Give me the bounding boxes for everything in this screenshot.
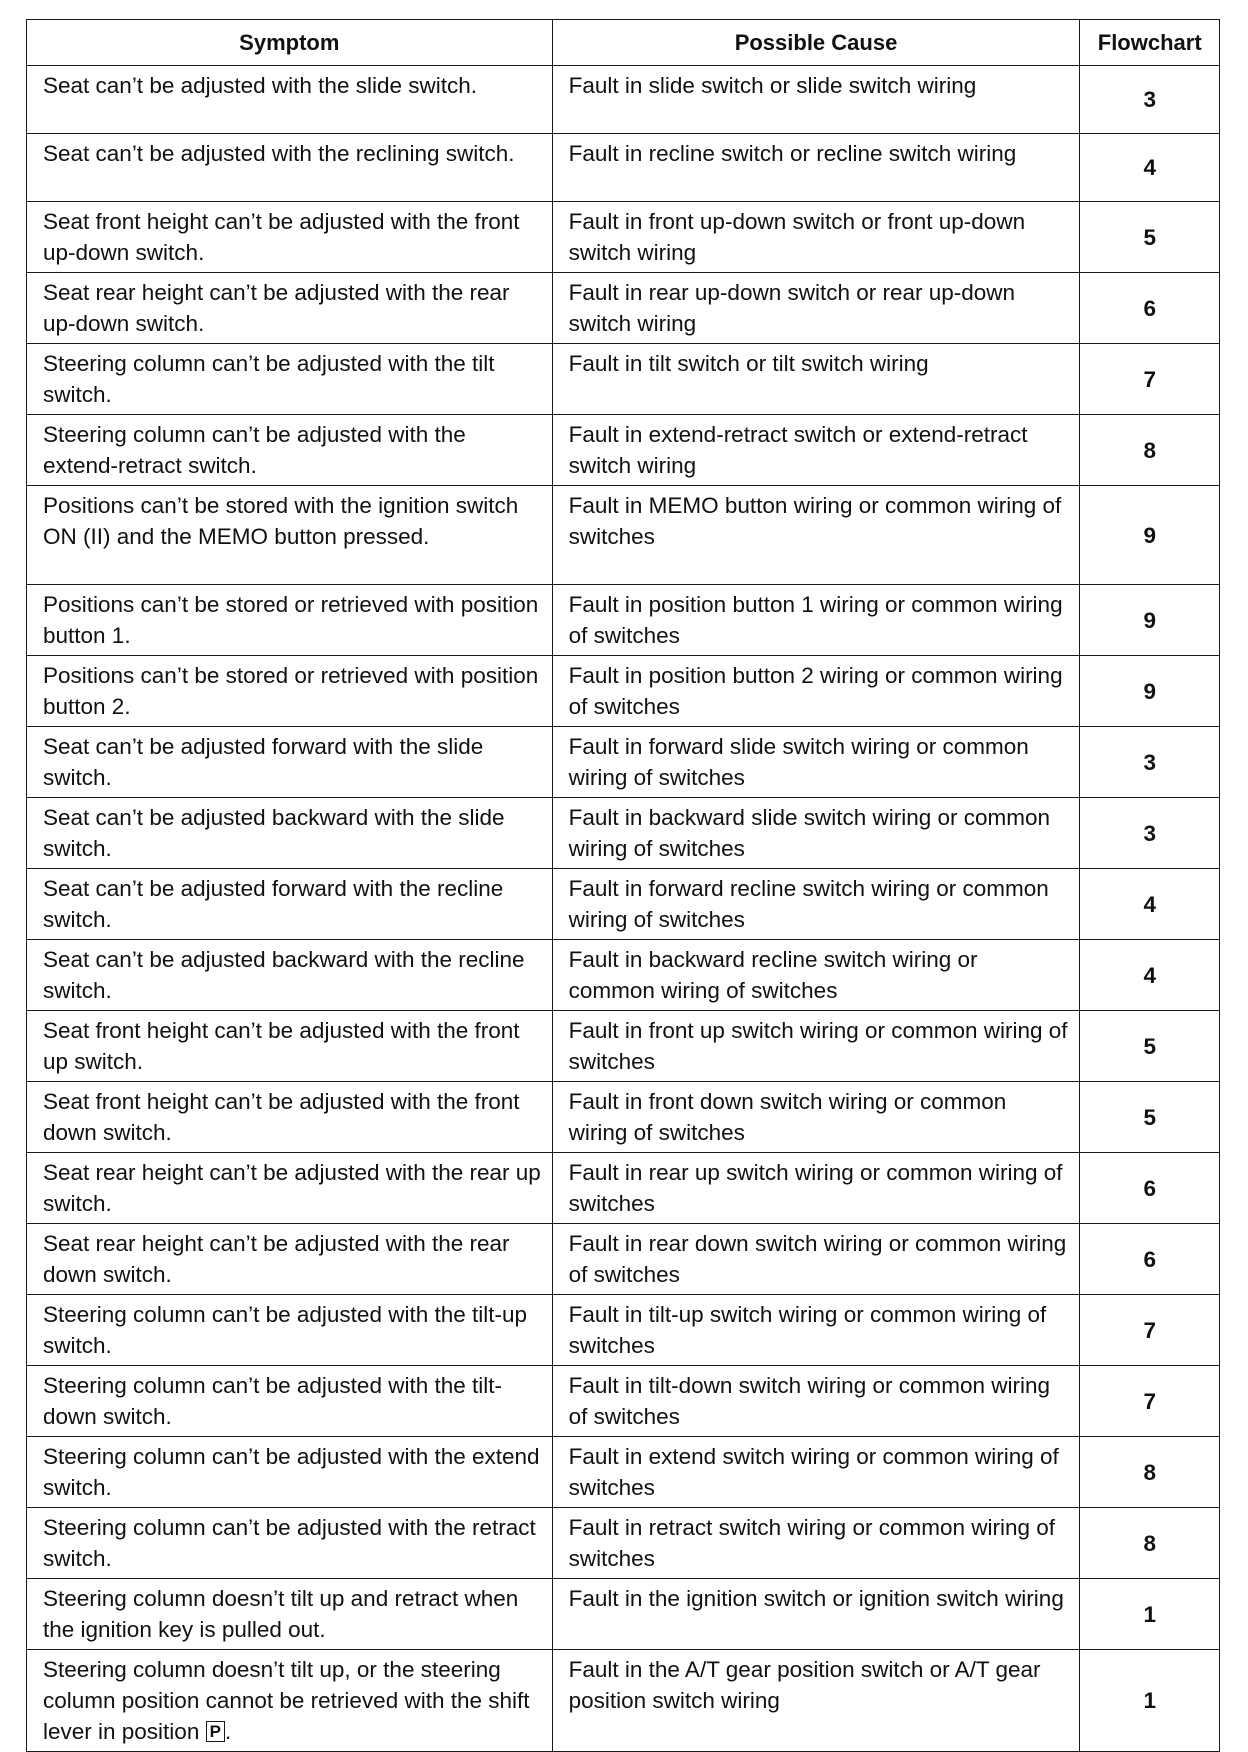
cause-cell: Fault in tilt switch or tilt switch wiring: [552, 344, 1080, 415]
flowchart-cell: 6: [1080, 1224, 1220, 1295]
flowchart-cell: 3: [1080, 66, 1220, 134]
flowchart-cell: 4: [1080, 940, 1220, 1011]
symptom-cell: Steering column doesn’t tilt up and retract when the ignition key is pulled out.: [27, 1579, 553, 1650]
flowchart-cell: 5: [1080, 1011, 1220, 1082]
troubleshooting-table: [26, 19, 1220, 1752]
cause-cell: Fault in extend switch wiring or common wiring of switches: [552, 1437, 1080, 1508]
symptom-cell: Positions can’t be stored or retrieved with position button 2.: [27, 656, 553, 727]
symptom-cell: Seat front height can’t be adjusted with the front up-down switch.: [27, 202, 553, 273]
table-row: [27, 134, 1220, 202]
cause-cell: Fault in backward slide switch wiring or common wiring of switches: [552, 798, 1080, 869]
symptom-cell: Positions can’t be stored with the ignition switch ON (II) and the MEMO button pressed.: [27, 486, 553, 585]
flowchart-cell: 4: [1080, 134, 1220, 202]
symptom-cell: Positions can’t be stored or retrieved with position button 1.: [27, 585, 553, 656]
table-row: [27, 202, 1220, 273]
symptom-cell: Seat can’t be adjusted backward with the slide switch.: [27, 798, 553, 869]
table-header-row: [27, 20, 1220, 66]
table-row: [27, 656, 1220, 727]
flowchart-cell: 9: [1080, 585, 1220, 656]
cause-cell: Fault in forward slide switch wiring or common wiring of switches: [552, 727, 1080, 798]
flowchart-cell: 3: [1080, 727, 1220, 798]
symptom-cell: [27, 1650, 553, 1752]
symptom-text: Steering column doesn’t tilt up, or the steering column position cannot be retrieved with the shift lever in position: [43, 1657, 530, 1744]
table-row: [27, 798, 1220, 869]
cause-cell: Fault in the A/T gear position switch or A/T gear position switch wiring: [552, 1650, 1080, 1752]
symptom-cell: Seat can’t be adjusted with the reclining switch.: [27, 134, 553, 202]
cause-cell: Fault in extend-retract switch or extend-retract switch wiring: [552, 415, 1080, 486]
table-row: [27, 1650, 1220, 1752]
symptom-period: .: [224, 1719, 232, 1744]
table-row: [27, 1508, 1220, 1579]
table-row: [27, 727, 1220, 798]
flowchart-cell: 1: [1080, 1650, 1220, 1752]
symptom-cell: Steering column can’t be adjusted with the tilt-up switch.: [27, 1295, 553, 1366]
table-row: [27, 1082, 1220, 1153]
symptom-cell: Steering column can’t be adjusted with the extend-retract switch.: [27, 415, 553, 486]
table-row: [27, 585, 1220, 656]
flowchart-cell: 7: [1080, 1366, 1220, 1437]
flowchart-cell: 1: [1080, 1579, 1220, 1650]
cause-cell: Fault in the ignition switch or ignition switch wiring: [552, 1579, 1080, 1650]
table-row: [27, 1011, 1220, 1082]
cause-cell: Fault in MEMO button wiring or common wiring of switches: [552, 486, 1080, 585]
possible-cause-column-header: Possible Cause: [552, 20, 1080, 66]
flowchart-cell: 7: [1080, 344, 1220, 415]
cause-cell: Fault in tilt-up switch wiring or common wiring of switches: [552, 1295, 1080, 1366]
table-row: [27, 1579, 1220, 1650]
cause-cell: Fault in front up-down switch or front up-down switch wiring: [552, 202, 1080, 273]
table-row: [27, 1366, 1220, 1437]
flowchart-cell: 4: [1080, 869, 1220, 940]
symptom-cell: Seat rear height can’t be adjusted with the rear up-down switch.: [27, 273, 553, 344]
cause-cell: Fault in rear up-down switch or rear up-down switch wiring: [552, 273, 1080, 344]
flowchart-cell: 3: [1080, 798, 1220, 869]
table-row: [27, 1295, 1220, 1366]
table-row: [27, 486, 1220, 585]
flowchart-cell: 5: [1080, 202, 1220, 273]
symptom-cell: Seat front height can’t be adjusted with the front up switch.: [27, 1011, 553, 1082]
symptom-cell: Seat front height can’t be adjusted with the front down switch.: [27, 1082, 553, 1153]
table-row: [27, 273, 1220, 344]
flowchart-cell: 8: [1080, 1508, 1220, 1579]
symptom-cell: Seat rear height can’t be adjusted with the rear down switch.: [27, 1224, 553, 1295]
flowchart-column-header: Flowchart: [1080, 20, 1220, 66]
table-row: [27, 1153, 1220, 1224]
flowchart-cell: 6: [1080, 1153, 1220, 1224]
table-row: [27, 940, 1220, 1011]
flowchart-cell: 6: [1080, 273, 1220, 344]
table-row: [27, 66, 1220, 134]
cause-cell: Fault in rear up switch wiring or common wiring of switches: [552, 1153, 1080, 1224]
symptom-cell: Seat rear height can’t be adjusted with the rear up switch.: [27, 1153, 553, 1224]
symptom-cell: Steering column can’t be adjusted with the extend switch.: [27, 1437, 553, 1508]
cause-cell: Fault in front down switch wiring or common wiring of switches: [552, 1082, 1080, 1153]
flowchart-cell: 8: [1080, 415, 1220, 486]
cause-cell: Fault in recline switch or recline switch wiring: [552, 134, 1080, 202]
flowchart-cell: 9: [1080, 486, 1220, 585]
cause-cell: Fault in front up switch wiring or common wiring of switches: [552, 1011, 1080, 1082]
flowchart-cell: 5: [1080, 1082, 1220, 1153]
table-row: [27, 344, 1220, 415]
symptom-cell: Seat can’t be adjusted forward with the recline switch.: [27, 869, 553, 940]
table-row: [27, 415, 1220, 486]
cause-cell: Fault in tilt-down switch wiring or common wiring of switches: [552, 1366, 1080, 1437]
cause-cell: Fault in rear down switch wiring or common wiring of switches: [552, 1224, 1080, 1295]
shift-position-p-symbol: P: [206, 1721, 225, 1742]
symptom-column-header: Symptom: [27, 20, 553, 66]
table-row: [27, 869, 1220, 940]
symptom-cell: Steering column can’t be adjusted with the retract switch.: [27, 1508, 553, 1579]
cause-cell: Fault in position button 1 wiring or common wiring of switches: [552, 585, 1080, 656]
symptom-cell: Seat can’t be adjusted forward with the slide switch.: [27, 727, 553, 798]
table-row: [27, 1437, 1220, 1508]
symptom-cell: Seat can’t be adjusted with the slide switch.: [27, 66, 553, 134]
flowchart-cell: 7: [1080, 1295, 1220, 1366]
cause-cell: Fault in position button 2 wiring or common wiring of switches: [552, 656, 1080, 727]
troubleshooting-sheet: [26, 19, 1220, 1752]
symptom-cell: Steering column can’t be adjusted with the tilt-down switch.: [27, 1366, 553, 1437]
cause-cell: Fault in slide switch or slide switch wiring: [552, 66, 1080, 134]
cause-cell: Fault in retract switch wiring or common wiring of switches: [552, 1508, 1080, 1579]
flowchart-cell: 9: [1080, 656, 1220, 727]
symptom-cell: Seat can’t be adjusted backward with the recline switch.: [27, 940, 553, 1011]
cause-cell: Fault in backward recline switch wiring or common wiring of switches: [552, 940, 1080, 1011]
cause-cell: Fault in forward recline switch wiring or common wiring of switches: [552, 869, 1080, 940]
table-row: [27, 1224, 1220, 1295]
flowchart-cell: 8: [1080, 1437, 1220, 1508]
symptom-cell: Steering column can’t be adjusted with the tilt switch.: [27, 344, 553, 415]
